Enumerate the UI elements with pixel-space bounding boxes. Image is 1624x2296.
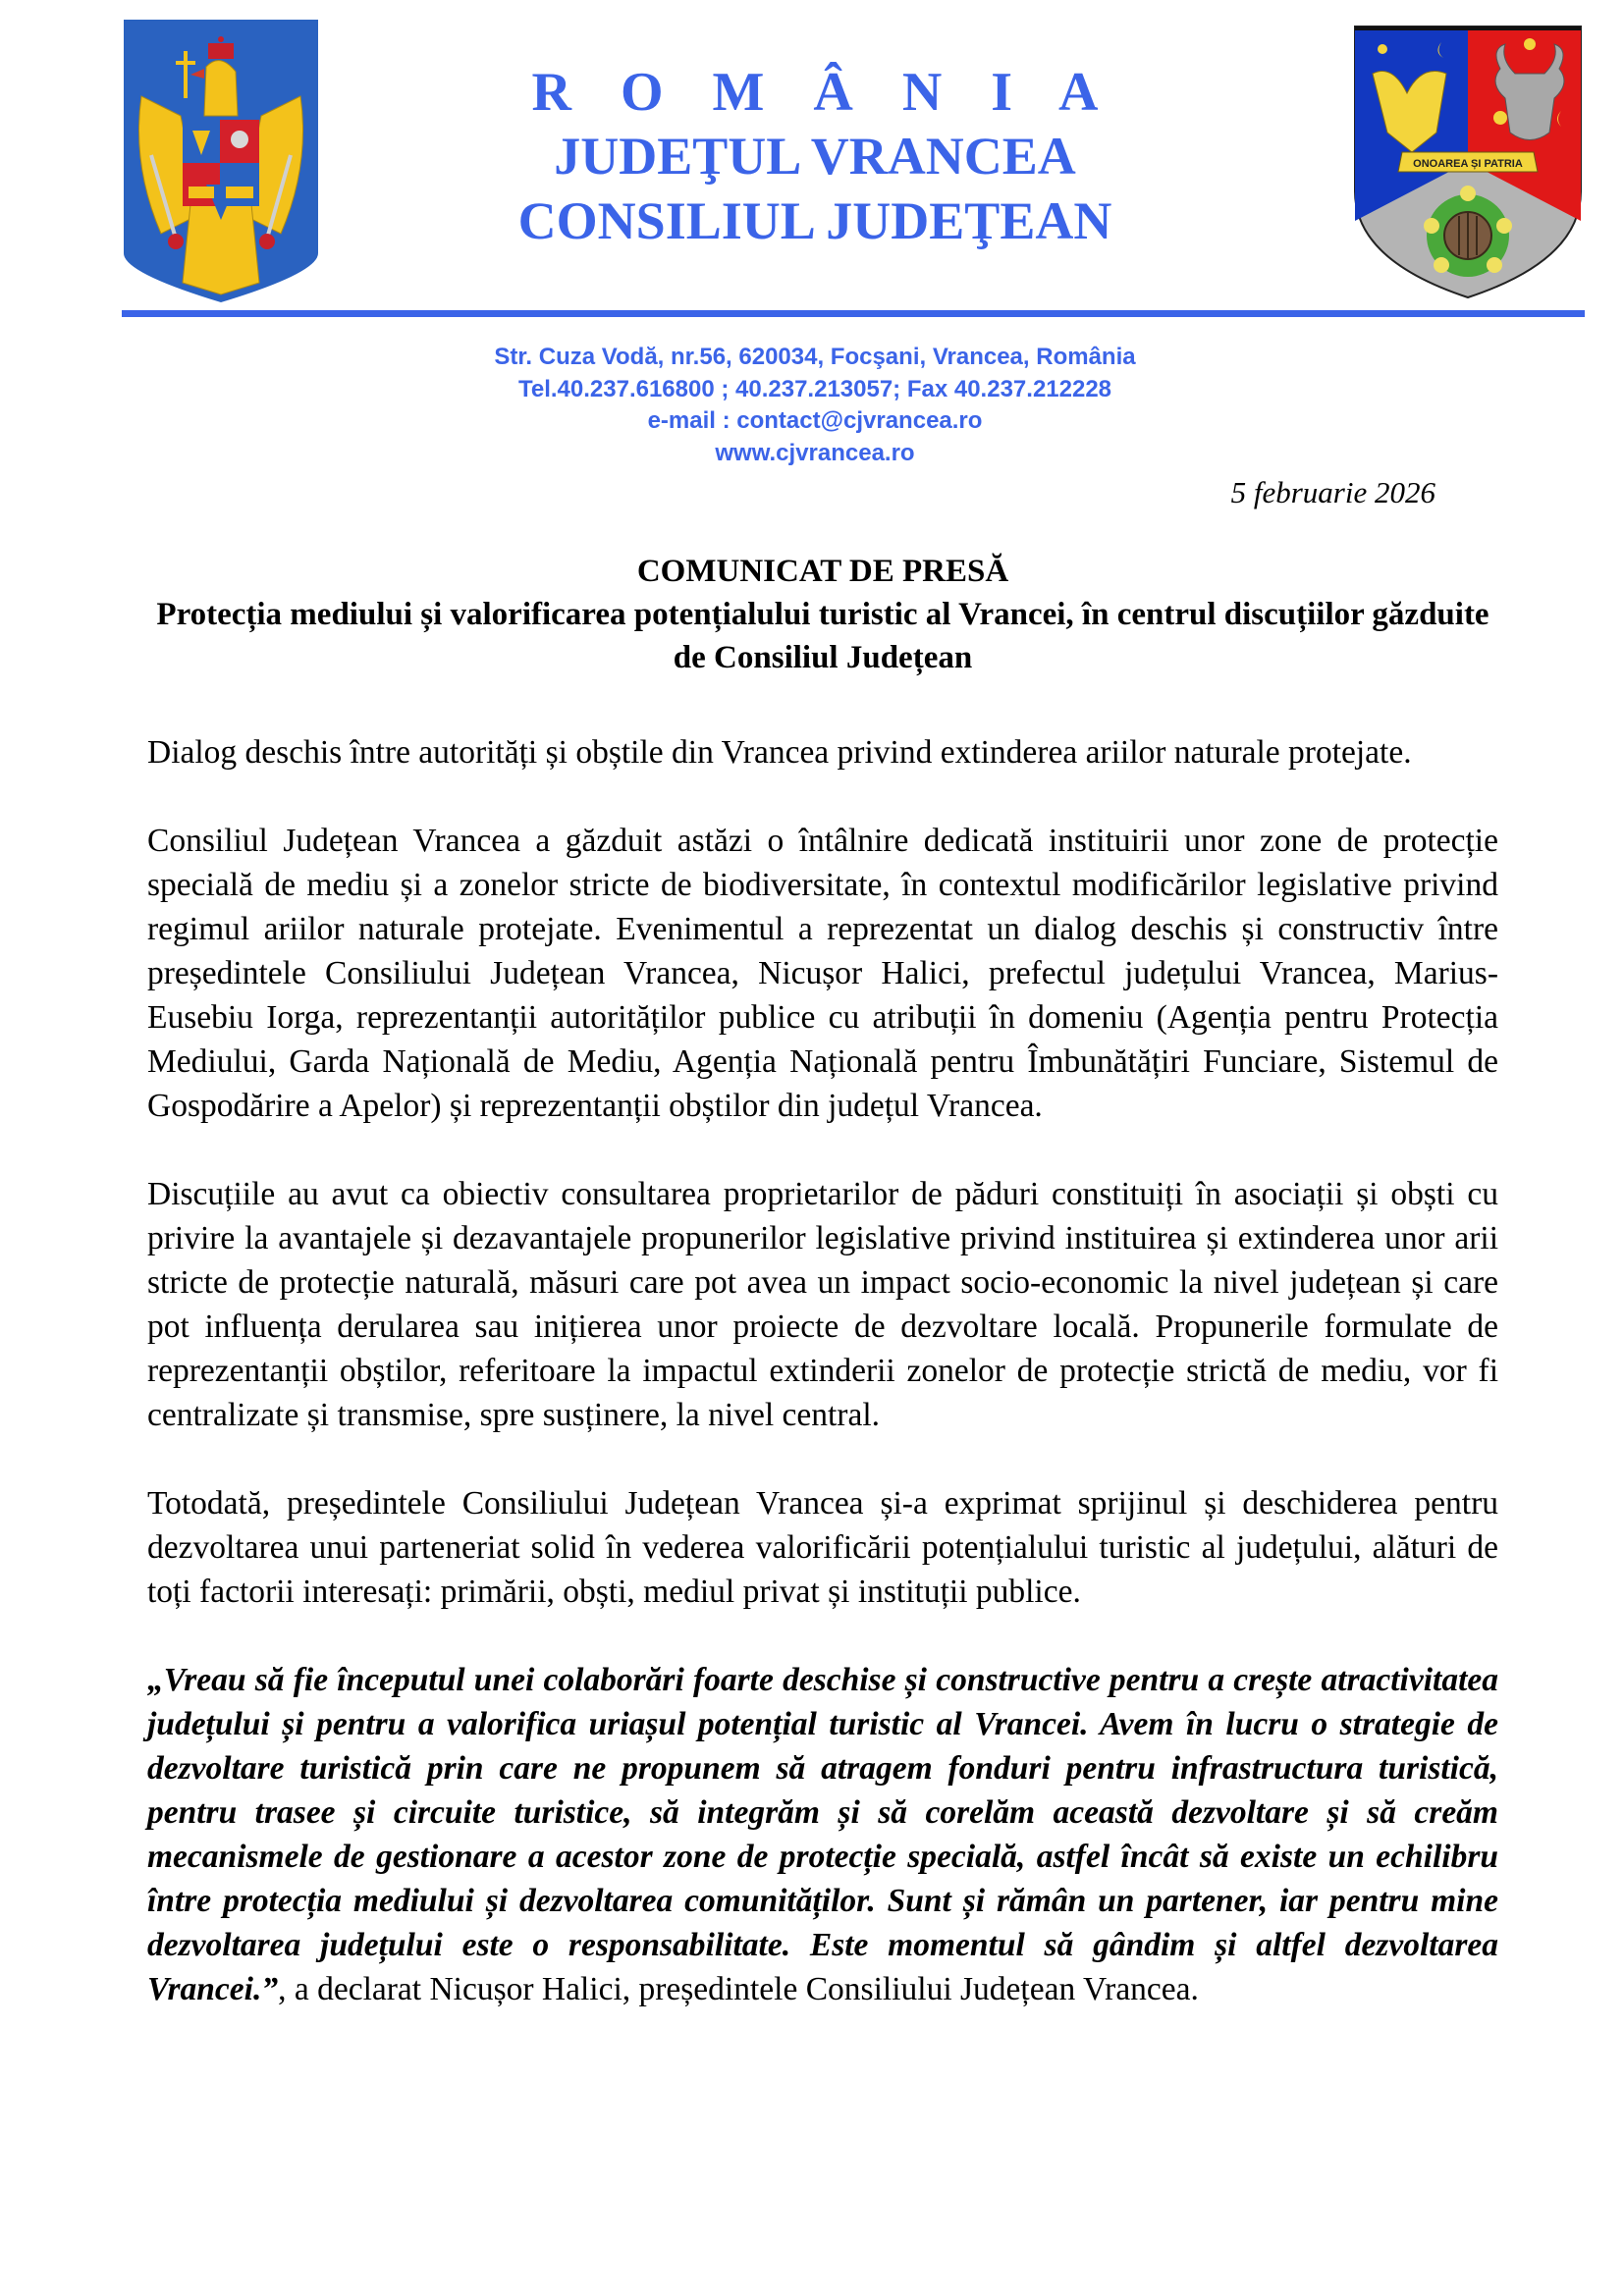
quote-text: „Vreau să fie începutul unei colaborări foarte deschise și constructive pentru a crește atractivitatea județului și pentru a valorifica uriașul potențial turistic al Vrancei. Avem în lucru o strategie de dezvoltare turistică prin care ne propunem să atragem fonduri pentru infrastructura turistică, pentru trasee și circuite turistice, să integrăm și să corelăm această dezvoltare și să creăm mecanismele de gestionare a acestor zone de protecție specială, astfel încât să existe un echilibru între protecția mediului și dezvoltarea comunităților. Sunt și rămân un partener, iar pentru mine dezvoltarea județului este o responsabilitate. Este momentul să gândim și altfel dezvoltarea Vrancei.” bbox=[147, 1662, 1498, 2007]
header-divider bbox=[122, 310, 1585, 317]
motto-text: ONOAREA ȘI PATRIA bbox=[1413, 158, 1523, 170]
contact-website[interactable]: www.cjvrancea.ro bbox=[715, 439, 915, 466]
press-release-label: COMUNICAT DE PRESĂ bbox=[636, 554, 1009, 589]
document-date: 5 februarie 2026 bbox=[1230, 475, 1435, 509]
romania-coat-of-arms-icon bbox=[122, 18, 320, 304]
vrancea-coat-of-arms-icon bbox=[1353, 25, 1583, 299]
contact-phone: Tel.40.237.616800 ; 40.237.213057; Fax 40.237.212228 bbox=[517, 375, 1112, 402]
header-country: R O M Â N I A bbox=[531, 62, 1116, 123]
body-paragraph: Totodată, președintele Consiliului Județean Vrancea și-a exprimat sprijinul și deschiderea pentru dezvoltarea unui parteneriat solid în vederea valorificării potențialului turistic al județului, alături de toți factorii interesați: primării, obști, mediul privat și instituții publice. bbox=[147, 1485, 1498, 1610]
contact-address: Str. Cuza Vodă, nr.56, 620034, Focşani, Vrancea, România bbox=[494, 344, 1136, 370]
article-body bbox=[147, 730, 1498, 2056]
headline: Protecția mediului și valorificarea potențialului turistic al Vrancei, în centrul discuțiilor găzduite de Consiliul Județean bbox=[156, 597, 1489, 675]
body-paragraph: Discuțiile au avut ca obiectiv consultarea proprietarilor de păduri constituiți în asociații și obști cu privire la avantajele și dezavantajele propunerilor legislative privind instituirea și extinderea unor arii stricte de protecție naturală, măsuri care pot avea un impact socio-economic la nivel județean și care pot influența derularea sau inițierea unor proiecte de dezvoltare locală. Propunerile formulate de reprezentanții obștilor, referitoare la impactul extinderii zonelor de protecție strictă de mediu, vor fi centralizate și transmise, spre susținere, la nivel central. bbox=[147, 1176, 1498, 1433]
quote-attribution: , a declarat Nicușor Halici, președintele Consiliului Județean Vrancea. bbox=[278, 1971, 1199, 2007]
body-paragraph: Consiliul Județean Vrancea a găzduit astăzi o întâlnire dedicată instituirii unor zone de protecție specială de mediu și a zonelor stricte de biodiversitate, în contextul modificărilor legislative privind regimul ariilor naturale protejate. Evenimentul a reprezentat un dialog deschis și constructiv între președintele Consiliului Județean Vrancea, Nicușor Halici, prefectul județului Vrancea, Marius-Eusebiu Iorga, reprezentanții autorităților publice cu atribuții în domeniu (Agenția pentru Protecția Mediului, Garda Națională de Mediu, Agenția Națională pentru Îmbunătățiri Funciare, Sistemul de Gospodărire a Apelor) și reprezentanții obștilor din județul Vrancea. bbox=[147, 823, 1498, 1124]
header-county: JUDEŢUL VRANCEA bbox=[554, 127, 1076, 186]
institution-header bbox=[412, 61, 1218, 253]
lead-paragraph: Dialog deschis între autorități și obștile din Vrancea privind extinderea ariilor naturale protejate. bbox=[147, 734, 1412, 771]
title-block bbox=[147, 550, 1498, 679]
header-institution: CONSILIUL JUDEŢEAN bbox=[517, 191, 1112, 250]
contact-email[interactable]: e-mail : contact@cjvrancea.ro bbox=[647, 407, 983, 434]
contact-block bbox=[324, 342, 1306, 469]
quote-paragraph bbox=[147, 1658, 1498, 2011]
